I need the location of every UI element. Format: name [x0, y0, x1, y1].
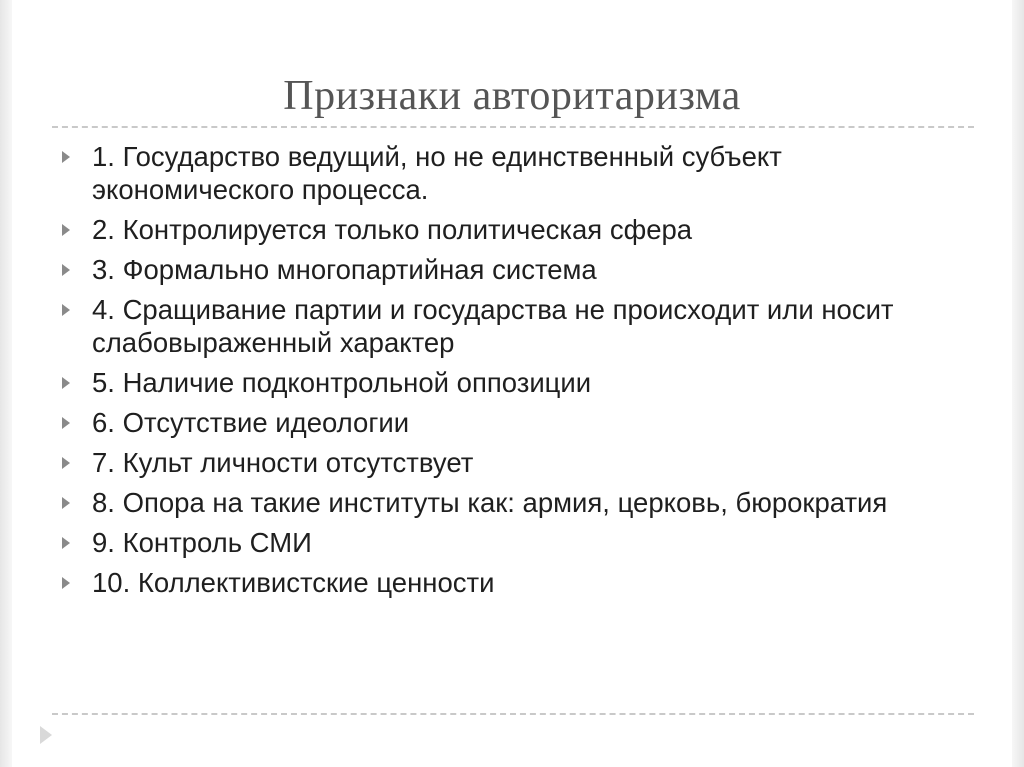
footer-divider	[52, 713, 974, 715]
triangle-bullet-icon	[62, 417, 70, 429]
triangle-bullet-icon	[62, 264, 70, 276]
list-item-text: 2. Контролируется только политическая сфера	[92, 214, 693, 245]
list-item	[60, 406, 960, 439]
list-item-text: 10. Коллективистские ценности	[92, 567, 495, 598]
list-item-text: 7. Культ личности отсутствует	[92, 447, 474, 478]
list-item-text: 5. Наличие подконтрольной оппозиции	[92, 367, 592, 398]
triangle-bullet-icon	[62, 457, 70, 469]
list-item	[60, 140, 960, 206]
list-item-text: 8. Опора на такие институты как: армия, церковь, бюрократия	[92, 487, 888, 518]
triangle-bullet-icon	[62, 377, 70, 389]
triangle-bullet-icon	[62, 537, 70, 549]
list-item-text: 9. Контроль СМИ	[92, 527, 312, 558]
triangle-bullet-icon	[62, 577, 70, 589]
triangle-bullet-icon	[62, 224, 70, 236]
list-item-text: 6. Отсутствие идеологии	[92, 407, 410, 438]
list-item	[60, 366, 960, 399]
list-item	[60, 526, 960, 559]
list-item	[60, 253, 960, 286]
title-divider	[52, 126, 974, 128]
slide-title: Признаки авторитаризма	[283, 73, 741, 119]
list-item	[60, 213, 960, 246]
list-item	[60, 486, 960, 519]
list-item	[60, 566, 960, 599]
triangle-bullet-icon	[62, 497, 70, 509]
triangle-right-icon	[40, 726, 52, 744]
list-item-text: 4. Сращивание партии и государства не происходит или носит слабовыраженный характер	[92, 294, 894, 358]
bullet-list	[60, 140, 960, 606]
triangle-bullet-icon	[62, 304, 70, 316]
triangle-bullet-icon	[62, 151, 70, 163]
list-item	[60, 293, 960, 359]
list-item-text: 3. Формально многопартийная система	[92, 254, 597, 285]
list-item-text: 1. Государство ведущий, но не единственный субъект экономического процесса.	[92, 141, 782, 205]
list-item	[60, 446, 960, 479]
